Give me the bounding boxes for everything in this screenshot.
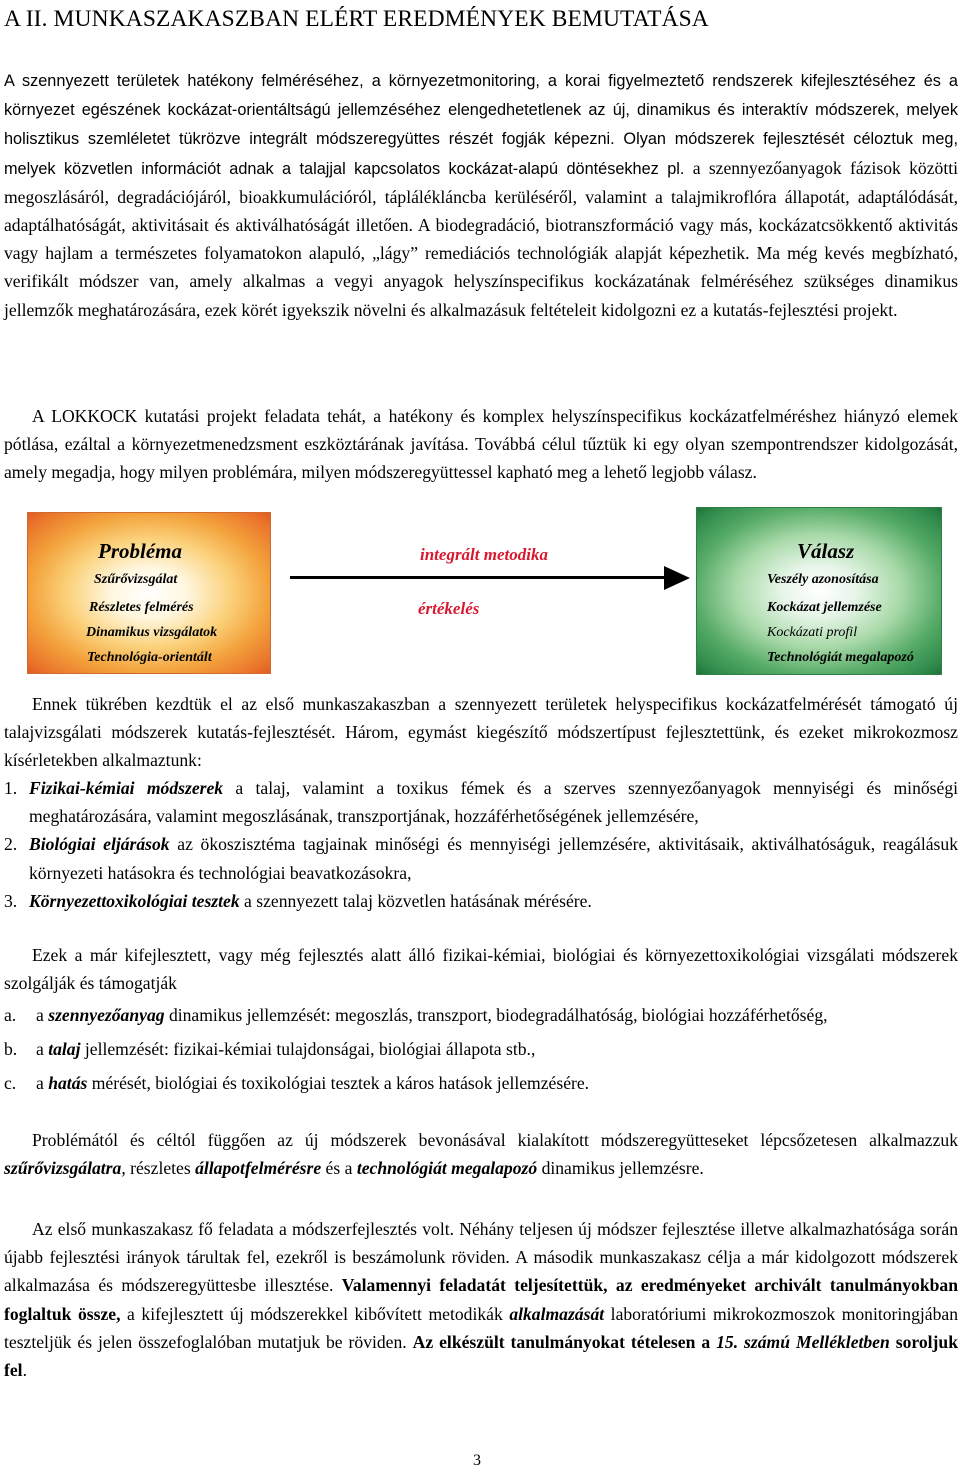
emphasis-listed: soroljuk fel bbox=[4, 1331, 958, 1381]
list-item-text: mérését, biológiai és toxikológiai tesztek a káros hatások jellemzésére. bbox=[87, 1073, 590, 1094]
emphasis-application: alkalmazását bbox=[509, 1303, 605, 1324]
list-number: 1. bbox=[4, 778, 18, 798]
paragraph-support: Ezek a már kifejlesztett, vagy még fejlesztés alatt álló fizikai-kémiai, biológiai és környezettoxikológiai vizsgálati módszerek szolgálják és támogatják bbox=[4, 945, 958, 994]
paragraph-stepwise bbox=[4, 1126, 958, 1182]
emphasis-assessment: állapotfelmérésre bbox=[195, 1158, 322, 1179]
integrated-method-label: integrált metodika bbox=[420, 545, 548, 564]
paragraph-lokkock: A LOKKOCK kutatási projekt feladata tehát, a hatékony és komplex helyszínspecifikus kockázatfelméréshez hiányzó elemek pótlása, ezáltal a környezetmenedzsment eszköztárának javítása. Továbbá célul tűztük ki egy olyan szempontrendszer kidolgozását, amely megadja, hogy milyen problémára, milyen módszeregyüttessel kapható meg a lehető legjobb válasz. bbox=[4, 406, 958, 483]
answer-heading: Válasz bbox=[797, 539, 855, 563]
answer-item-4: Technológiát megalapozó bbox=[767, 650, 914, 665]
problem-item-1: Szűrővizsgálat bbox=[94, 572, 178, 587]
intro-serif-text: a szennyezőanyagok fázisok közötti megoszlásáról, degradációjáról, bioakkumulációról, táplálékláncba kerüléséről, valamint a talajmikroflóra állapotát, adaptálódását, adaptálhatóságát, aktivitásait és aktiválhatóságát illetően. A biodegradáció, biotranszformáció vagy más, kockázatcsökkentő aktivitás vagy hajlam a természetes folyamatokon alapuló, „lágy” remediációs technológiák alapját képezhetik. Ma még kevés megbízható, verifikált módszer van, amely alkalmas a vegyi anyagok helyszínspecifikus kockázatának felméréséhez szükséges dinamikus jellemzők meghatározására, ezek körét igyekszik növelni és alkalmazásuk feltételeit kidolgozni ez a kutatás-fejlesztési projekt. bbox=[4, 157, 958, 320]
list-item-text: dinamikus jellemzését: megoszlás, transzport, biodegradálhatóság, biológiai hozzáférhetőség, bbox=[164, 1005, 828, 1025]
list-number: 3. bbox=[4, 890, 18, 911]
paragraph-intro bbox=[4, 66, 958, 324]
list-item-text: jellemzését: fizikai-kémiai tulajdonságai, biológiai állapota stb., bbox=[80, 1039, 536, 1060]
arrow-right-icon bbox=[664, 566, 690, 590]
list-letter: b. bbox=[4, 1039, 18, 1060]
text-run: Az első munkaszakasz fő feladata a módszerfejlesztés volt. Néhány teljesen új módszer fejlesztése illetve alkalmazhatósága során újabb fejlesztési irányok tárultak fel, ezekről is beszámolunk röviden. A második munkaszakasz célja a már kidolgozott módszerek alkalmazása és módszeregyüttesbe illesztése. bbox=[4, 1219, 958, 1296]
text-run: dinamikus jellemzésre. bbox=[537, 1158, 704, 1179]
text-run: és a bbox=[321, 1158, 357, 1179]
lettered-list bbox=[4, 1001, 958, 1098]
text-run: Problémától és céltól függően az új módszerek bevonásával kialakított módszeregyütteseket lépcsőzetesen alkalmazzuk bbox=[32, 1130, 958, 1150]
list-item-prefix: a bbox=[36, 1039, 49, 1060]
emphasis-appendix: 15. számú Mellékletben bbox=[716, 1331, 890, 1352]
list-item bbox=[4, 1001, 958, 1029]
list-item-emphasis: talaj bbox=[48, 1039, 81, 1060]
answer-item-1: Veszély azonosítása bbox=[767, 572, 879, 587]
list-item-emphasis: hatás bbox=[48, 1073, 88, 1094]
list-item-prefix: a bbox=[36, 1073, 49, 1094]
evaluation-label: értékelés bbox=[418, 599, 480, 618]
emphasis-technology: technológiát megalapozó bbox=[356, 1158, 538, 1179]
list-item bbox=[4, 1035, 958, 1063]
problem-item-4: Technológia-orientált bbox=[87, 650, 212, 665]
emphasis-screening: szűrővizsgálatra bbox=[4, 1158, 122, 1179]
problem-item-3: Dinamikus vizsgálatok bbox=[86, 625, 218, 640]
section-title: A II. MUNKASZAKASZBAN ELÉRT EREDMÉNYEK BEMUTATÁSA bbox=[4, 6, 709, 32]
list-item-prefix: a bbox=[36, 1005, 49, 1025]
page-number: 3 bbox=[473, 1452, 481, 1469]
answer-item-2: Kockázat jellemzése bbox=[767, 600, 882, 615]
text-run: , részletes bbox=[121, 1158, 196, 1179]
list-number: 2. bbox=[4, 834, 18, 855]
problem-item-2: Részletes felmérés bbox=[89, 600, 194, 615]
list-item-emphasis: Biológiai eljárások bbox=[29, 834, 170, 855]
list-letter: c. bbox=[4, 1073, 17, 1094]
list-item-emphasis: Fizikai-kémiai módszerek bbox=[29, 778, 224, 798]
list-item-text: a szennyezett talaj közvetlen hatásának mérésére. bbox=[239, 890, 592, 911]
text-run: . bbox=[22, 1360, 27, 1381]
list-item bbox=[4, 774, 958, 830]
list-item-text: a talaj, valamint a toxikus fémek és a szerves szennyezőanyagok mennyiségi és minőségi meghatározására, valamint megoszlásának, transzportjának, hozzáférhetőségének jellemzésére, bbox=[29, 778, 959, 827]
list-item bbox=[4, 830, 958, 886]
list-letter: a. bbox=[4, 1005, 17, 1025]
text-run: laboratóriumi mikrokozmoszok monitoringjában teszteljük és jelen összefoglalóban mutatjuk be röviden. bbox=[4, 1303, 958, 1352]
text-run: a kifejlesztett új módszerekkel kibővített metodikák bbox=[120, 1303, 510, 1324]
arrow-line bbox=[290, 576, 668, 579]
emphasis-completed: Valamennyi feladatát teljesítettük, az eredményeket archivált tanulmányokban foglaltuk össze, bbox=[4, 1275, 958, 1324]
paragraph-methods-intro: Ennek tükrében kezdtük el az első munkaszakaszban a szennyezett területek helyspecifikus kockázatfelmérését támogató új talajvizsgálati módszerek kutatás-fejlesztését. Három, egymást kiegészítő módszertípust fejlesztettünk, és ezeket mikrokozmosz kísérletekben alkalmaztunk: bbox=[4, 694, 958, 771]
numbered-list bbox=[4, 774, 958, 915]
list-item-emphasis: szennyezőanyag bbox=[48, 1005, 165, 1025]
answer-item-3: Kockázati profil bbox=[767, 625, 858, 640]
list-item bbox=[4, 1069, 958, 1097]
emphasis-studies: Az elkészült tanulmányokat tételesen a bbox=[412, 1331, 717, 1352]
list-item-text: az ökoszisztéma tagjainak minőségi és mennyiségi jellemzésére, aktivitásaik, aktiválhatóságuk, reagálásuk környezeti hatásokra és technológiai beavatkozásokra, bbox=[29, 834, 958, 883]
intro-sans-text: A szennyezett területek hatékony felméréséhez, a környezetmonitoring, a korai figyelmeztető rendszerek kifejlesztéséhez és a környezet egészének kockázat-orientáltságú jellemzéséhez elengedhetetlenek az új, dinamikus és interaktív módszerek, melyek holisztikus szemléletet tükrözve integrált módszeregyüttes részét fogják képezni. Olyan módszerek fejlesztését céloztuk meg, melyek közvetlen információt adnak a talajjal kapcsolatos kockázat-alapú döntésekhez pl. bbox=[4, 72, 958, 178]
problem-heading: Probléma bbox=[98, 539, 182, 563]
paragraph-summary bbox=[4, 1215, 958, 1384]
list-item bbox=[4, 887, 958, 915]
list-item-emphasis: Környezettoxikológiai tesztek bbox=[29, 890, 240, 911]
